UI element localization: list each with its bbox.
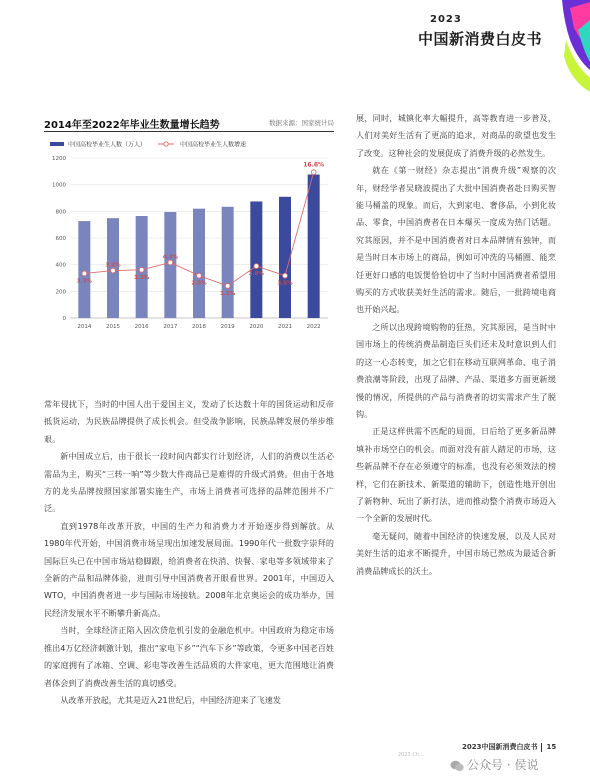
watermark-text: 公众号 · 侯说 xyxy=(467,758,539,772)
y-tick-label: 800 xyxy=(55,209,66,216)
x-tick-label: 2020 xyxy=(249,324,264,330)
x-tick-label: 2022 xyxy=(306,324,321,330)
paragraph: 正是这样供需不匹配的局面，日后给了更多新品牌填补市场空白的机会。而面对没有前人踏足的市场，这些新品牌不存在必须遵守的标准，也没有必须效法的榜样，它们在新技术、新渠道的辅助下，创造性地开创出了新物种、玩出了新打法，进而推动整个消费市场迈入一个全新的发展时代。 xyxy=(356,426,556,524)
x-tick-label: 2015 xyxy=(106,324,120,330)
growth-label: 2.5% xyxy=(191,280,207,287)
growth-label: 3.5% xyxy=(277,280,293,287)
growth-label: 3.2% xyxy=(105,262,121,269)
header-title: 中国新消费白皮书 xyxy=(418,30,543,48)
y-tick-label: 0 xyxy=(62,316,66,322)
growth-label: 1.1% xyxy=(220,290,236,297)
bar xyxy=(222,207,234,318)
y-tick-label: 400 xyxy=(55,262,66,269)
watermark xyxy=(450,756,538,773)
growth-label: 3.3% xyxy=(134,274,150,281)
growth-marker xyxy=(139,267,144,272)
x-tick-label: 2014 xyxy=(77,324,92,330)
growth-label: 3.8% xyxy=(248,271,264,278)
left-text-column xyxy=(44,396,334,709)
chart-card xyxy=(44,116,334,336)
bar xyxy=(193,209,205,318)
wechat-icon xyxy=(450,760,464,772)
growth-marker xyxy=(82,271,87,276)
y-tick-label: 1200 xyxy=(52,156,66,162)
paragraph: 直到1978年改革开放，中国的生产力和消费力才开始逐步得到解放。从1980年代开始，中国消费市场呈现出加速发展局面。1990年代一批数字崇拜的国际巨头已在中国市场站稳脚跟，给消费者在快消、快餐、家电等多领域带来了全新的产品和品牌体验，进而引导中国消费者开眼看世界。2001年，中国迈入WTO，中国消费者进一步与国际市场接轨。2008年北京奥运会的成功举办，国民经济发展水平不断攀升新高点。 xyxy=(44,520,334,618)
paragraph: 常年侵扰下，当时的中国人出于爱国主义，发动了长达数十年的国货运动和反帝抵货运动，为民族品牌提供了成长机会。但受战争影响，民族品牌发展仍举步维艰。 xyxy=(44,399,334,444)
growth-marker xyxy=(111,268,116,273)
right-text-column xyxy=(356,110,556,580)
growth-marker xyxy=(254,264,259,269)
legend-line-label: 中国高校毕业生人数增速 xyxy=(180,141,247,149)
page-footer xyxy=(462,742,556,752)
legend-bar-label: 中国高校毕业生人数（万人） xyxy=(68,141,147,149)
paragraph: 新中国成立后，由于很长一段时间内都实行计划经济，人们的消费以生活必需品为主，购买“三转一响”等少数大件商品已是难得的升级式消费。但由于各地方的龙头品牌按照国家部署实施生产，市场上消费者可选择的品牌范围并不广泛。 xyxy=(44,451,334,514)
y-tick-label: 600 xyxy=(55,236,66,242)
growth-marker xyxy=(311,170,316,175)
paragraph: 展，同时，城镇化率大幅提升，高等教育进一步普及，人们对美好生活有了更高的追求，对商品的欲望也发生了改变。这种社会的发展促成了消费升级的必然发生。 xyxy=(356,113,556,158)
bar xyxy=(308,175,320,318)
bar xyxy=(78,221,90,318)
bar-line-chart xyxy=(44,152,334,336)
y-tick-label: 200 xyxy=(55,289,66,296)
chart-title: 2014年至2022年毕业生数量增长趋势 xyxy=(44,120,220,131)
header-decoration xyxy=(540,0,590,92)
header-year: 2023 xyxy=(430,14,462,25)
growth-marker xyxy=(283,273,288,278)
x-tick-label: 2019 xyxy=(220,324,235,330)
growth-marker xyxy=(197,273,202,278)
legend-line-marker xyxy=(164,142,168,146)
y-tick-label: 1000 xyxy=(52,182,66,189)
page-number: 15 xyxy=(546,743,557,751)
chart-divider xyxy=(44,131,334,132)
bar xyxy=(250,201,262,318)
growth-label: 16.6% xyxy=(303,161,325,169)
paragraph: 毫无疑问，随着中国经济的快速发展，以及人民对美好生活的追求不断提升，中国市场已然成为最适合新消费品牌成长的沃土。 xyxy=(356,530,556,576)
chart-source: 数据来源：国家统计局 xyxy=(269,119,334,127)
x-tick-label: 2018 xyxy=(192,324,206,330)
growth-label: 4.3% xyxy=(162,254,178,261)
paragraph: 当时，全球经济正陷入因次贷危机引发的金融危机中。中国政府为稳定市场推出4万亿经济刺激计划，推出“家电下乡”“汽车下乡”等政策，令更多中国老百姓的家庭拥有了冰箱、空调、彩电等改善生活品质的大件家电，更大范围地让消费者体会到了消费改善生活的真切感受。 xyxy=(44,625,334,688)
footer-separator xyxy=(541,743,542,752)
paragraph: 从改革开放起，尤其是迈入21世纪后，中国经济迎来了飞速发 xyxy=(60,694,281,705)
legend-bar-swatch xyxy=(50,142,64,146)
x-tick-label: 2017 xyxy=(163,324,178,330)
paragraph: 之所以出现跨境购物的狂热，究其原因，是当时中国市场上的传统消费品制造巨头们还未及时意识到人们的这一心态转变，加之它们在移动互联网革命、电子消费浪潮等阶段，出现了品牌、产品、渠道多方面更新缓慢的情况，所提供的产品与消费者的切实需求产生了脱钩。 xyxy=(356,321,556,419)
x-tick-label: 2021 xyxy=(278,324,292,330)
growth-marker xyxy=(225,284,230,289)
footer-label: 2023中国新消费白皮书 xyxy=(462,743,538,751)
growth-marker xyxy=(168,260,173,265)
growth-label: 3.3% xyxy=(76,278,92,285)
x-tick-label: 2016 xyxy=(134,324,149,330)
paragraph: 就在《第一财经》杂志提出“消费升级”观察的次年，财经学者吴晓波提出了大批中国消费者赴日购买智能马桶盖的现象。而后，大到家电、奢侈品，小到化妆品、零食，中国消费者在日本爆买一度成为热门话题。究其原因，并不是中国消费者对日本品牌情有独钟，而是当时日本市场上的商品，例如可冲洗的马桶圈、能烹饪更好口感的电饭煲恰恰切中了当时中国消费者希望用购买的方式收获美好生活的需求。随后，一批跨境电商也开始兴起。 xyxy=(356,165,556,315)
watermark-prefix: 2023 Ch... xyxy=(398,752,424,758)
chart-legend xyxy=(44,138,334,150)
bar xyxy=(279,197,291,318)
